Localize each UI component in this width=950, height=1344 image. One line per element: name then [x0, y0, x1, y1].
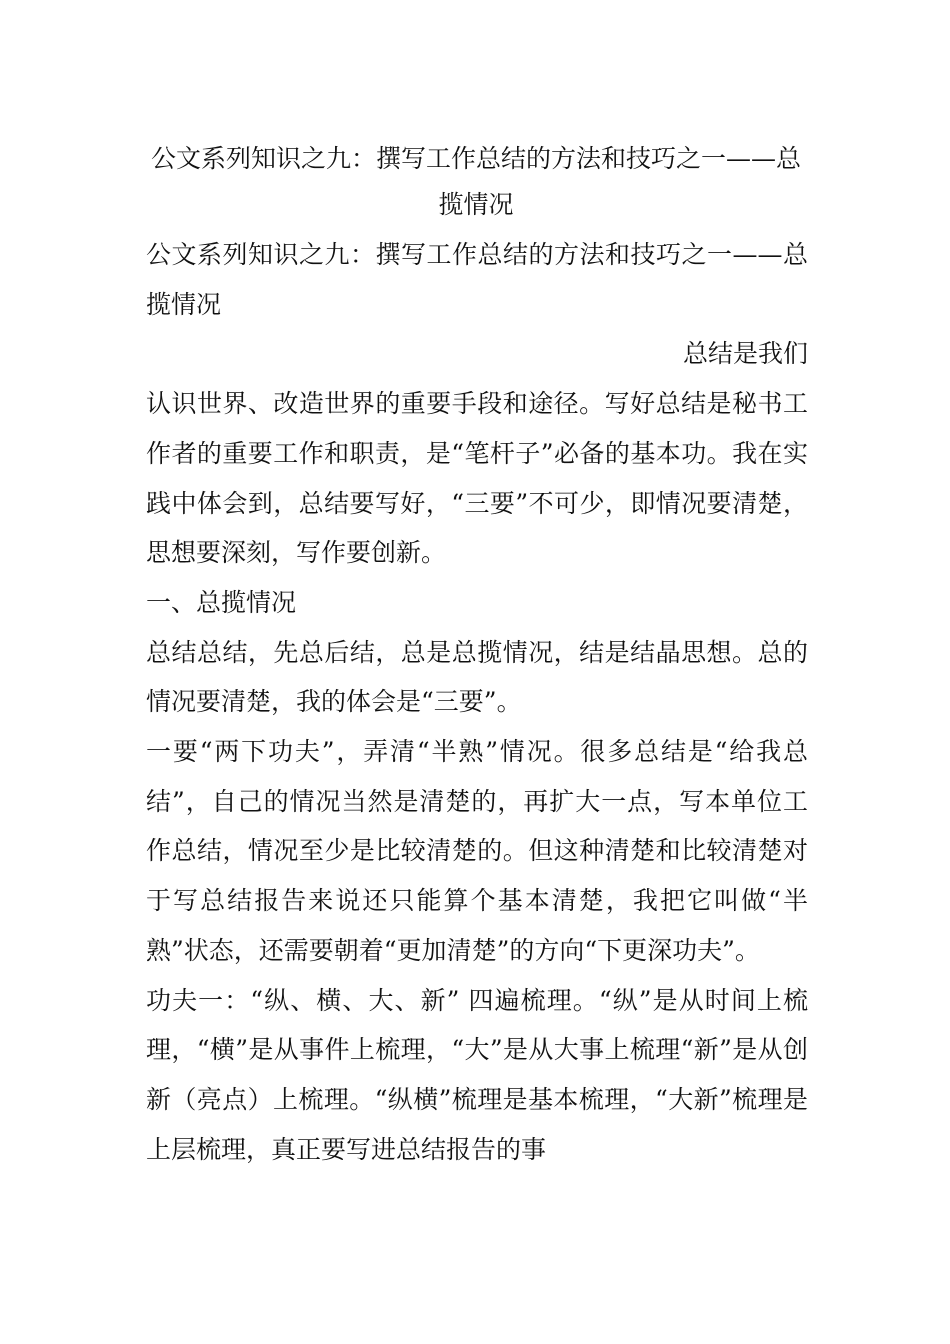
section-heading: 一、总揽情况	[146, 587, 297, 617]
document-title: 公文系列知识之九：撰写工作总结的方法和技巧之一——总揽情况	[150, 144, 801, 219]
intro-paragraph: 认识世界、改造世界的重要手段和途径。写好总结是秘书工作者的重要工作和职责，是“笔杆子”必备的基本功。我在实践中体会到，总结要写好，“三要”不可少，即情况要清楚，思想要深刻，写作要创新。	[146, 389, 808, 568]
summary-paragraph: 总结总结，先总后结，总是总揽情况，结是结晶思想。总的情况要清楚，我的体会是“三要”。	[146, 637, 808, 717]
repeated-title-paragraph: 公文系列知识之九：撰写工作总结的方法和技巧之一——总揽情况	[146, 240, 808, 319]
first-requirement-paragraph: 一要“两下功夫”，弄清“半熟”情况。很多总结是“给我总结”，自己的情况当然是清楚的，再扩大一点，写本单位工作总结，情况至少是比较清楚的。但这种清楚和比较清楚对于写总结报告来说还只能算个基本清楚，我把它叫做“半熟”状态，还需要朝着“更加清楚”的方向“下更深功夫”。	[146, 737, 808, 965]
intro-lead-paragraph: 总结是我们	[682, 339, 808, 369]
method-one-paragraph: 功夫一：“纵、横、大、新” 四遍梳理。“纵”是从时间上梳理，“横”是从事件上梳理，“大”是从大事上梳理“新”是从创新（亮点）上梳理。“纵横”梳理是基本梳理，“大新”梳理是上层梳理，真正要写进总结报告的事	[146, 985, 808, 1164]
document-body	[146, 230, 808, 1174]
